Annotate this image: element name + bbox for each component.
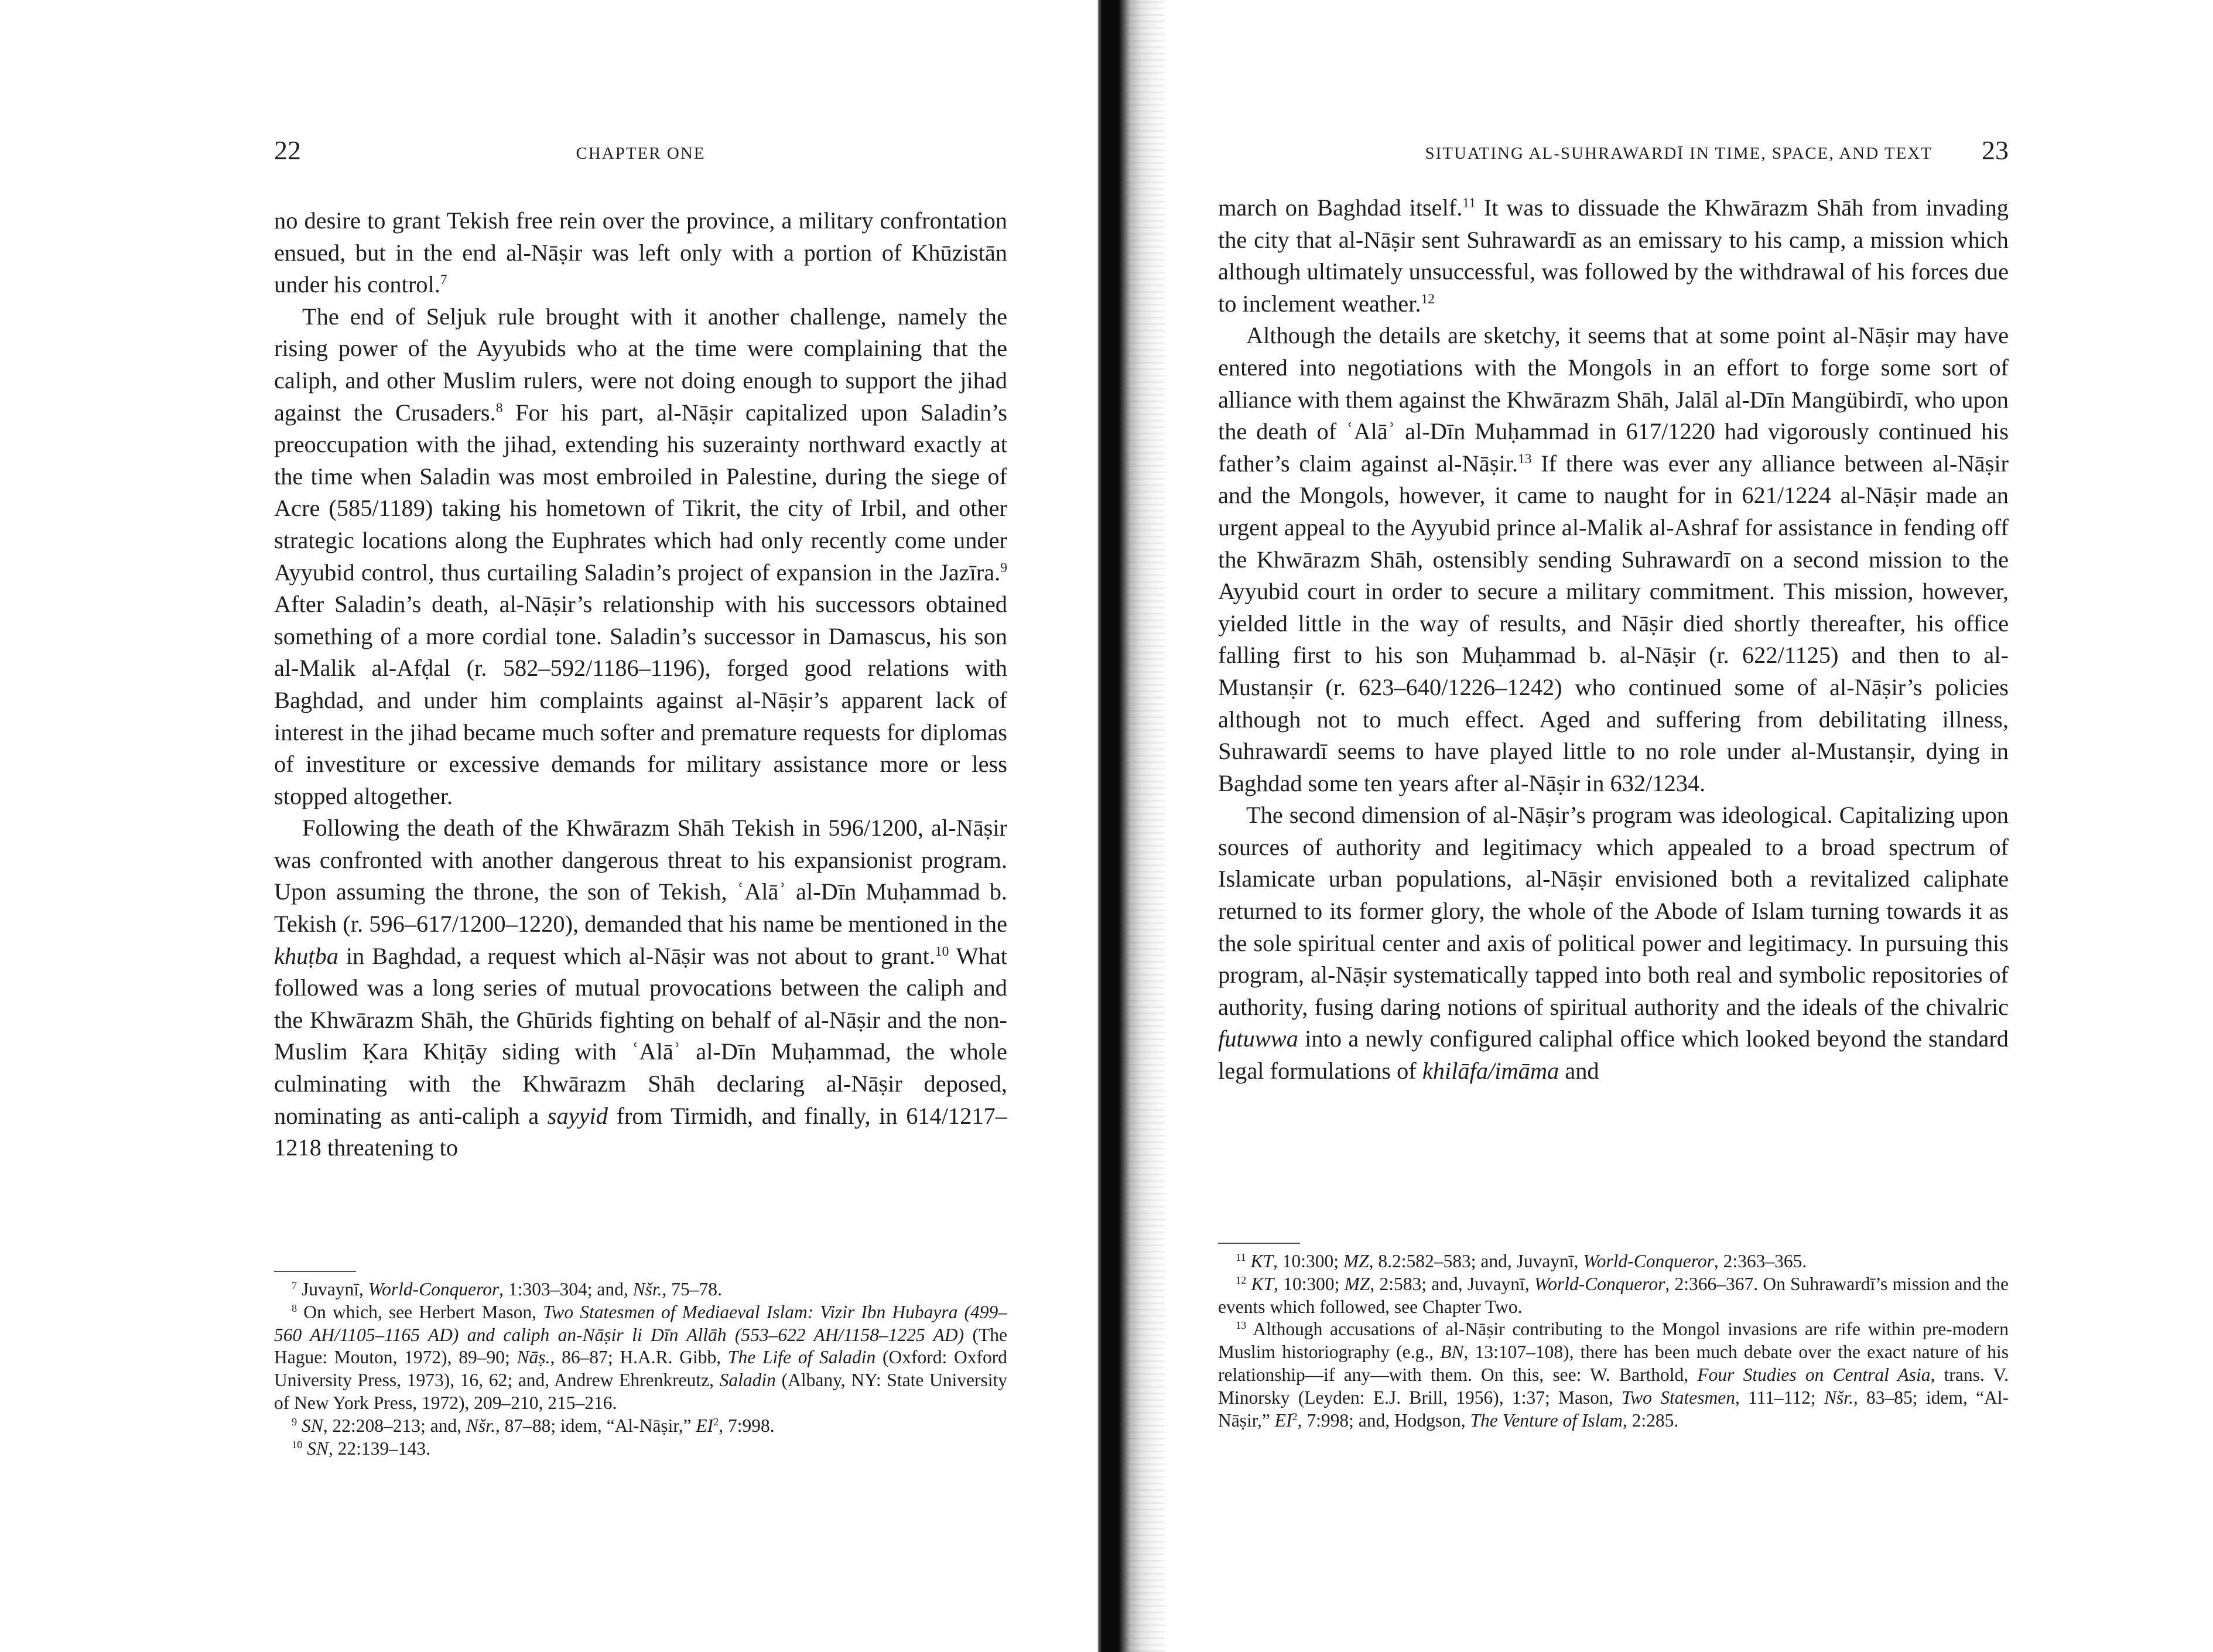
paragraph: march on Baghdad itself.$^{11}$ It was to dissuade the Khwārazm Shāh from invading the city that al-Nāṣir sent Suhrawardī as an emissary to his camp, a mission which although ultimately unsuccessful, was followed by the withdrawal of his forces due to inclement weather.$^{12}$ (1218, 194, 2009, 317)
note-marker: 13 (1517, 451, 1532, 467)
italic-text: BN (1440, 1342, 1464, 1363)
italic-text: World-Conqueror (368, 1279, 500, 1299)
paragraph: no desire to grant Tekish free rein over the province, a military confrontation ensued, but in the end al-Nāṣir was left only with a portion of Khūzistān under his control.$^7$ (274, 207, 1007, 298)
note-marker: 9 (292, 1415, 297, 1428)
right-running-head (1218, 136, 2009, 183)
footnote-divider (274, 1271, 356, 1272)
footnote-divider (1218, 1243, 1300, 1244)
gutter-shadow (1127, 0, 1165, 1652)
note-marker: 2 (713, 1415, 719, 1428)
italic-text: EI (1274, 1410, 1292, 1431)
note-marker: 8 (292, 1302, 297, 1314)
paragraph: Following the death of the Khwārazm Shāh Tekish in 596/1200, al-Nāṣir was confronted with another dangerous threat to his expansionist program. Upon assuming the throne, the son of Tekish, ʿAlāʾ al-Dīn Muḥammad b. Tekish (r. 596–617/1200–1220), demanded that his name be mentioned in the khuṭba in Baghdad, a request which al-Nāṣir was not about to grant.$^{10}$ What followed was a long series of mutual provocations between the caliph and the Khwārazm Shāh, the Ghūrids fighting on behalf of al-Nāṣir and the non-Muslim Ḳara Khiṭāy siding with ʿAlāʾ al-Dīn Muḥammad, the whole culminating with the Khwārazm Shāh declaring al-Nāṣir deposed, nominating as anti-caliph a sayyid from Tirmidh, and finally, in 614/1217–1218 threatening to (274, 815, 1007, 1161)
note-marker: 7 (292, 1280, 297, 1292)
paragraph: The end of Seljuk rule brought with it another challenge, namely the rising power of the Ayyubids who at the time were complaining that the caliph, and other Muslim rulers, were not doing enough to support the jihad against the Crusaders.$^8$ For his part, al-Nāṣir capitalized upon Saladin’s preoccupation with the jihad, extending his suzerainty northward exactly at the time when Saladin was most embroiled in Palestine, during the siege of Acre (585/1189) taking his hometown of Tikrit, the city of Irbil, and other strategic locations along the Euphrates which had only recently come under Ayyubid control, thus curtailing Saladin’s project of expansion in the Jazīra.$^9$ After Saladin’s death, al-Nāṣir’s relationship with his successors obtained something of a more cordial tone. Saladin’s successor in Damascus, his son al-Malik al-Afḍal (r. 582–592/1186–1196), forged good relations with Baghdad, and under him complaints against al-Nāṣir’s apparent lack of interest in the jihad became much softer and premature requests for diplomas of investiture or excessive demands for military assistance more or less stopped altogether. (274, 303, 1007, 809)
italic-text: futuwwa (1218, 1025, 1298, 1052)
left-page-number: 22 (274, 135, 301, 165)
note-marker: 10 (292, 1438, 303, 1451)
italic-text: khilāfa/imāma (1422, 1058, 1559, 1085)
footnote: $^{13}$ Although accusations of al-Nāṣir contributing to the Mongol invasions are rife within pre-modern Muslim historiography (e.g., BN, 13:107–108), there has been much debate over the exact nature of his relationship—if any—with them. On this, see: W. Barthold, Four Studies on Central Asia, trans. V. Minorsky (Leyden: E.J. Brill, 1956), 1:37; Mason, Two Statesmen, 111–112; Nšr., 83–85; idem, “Al-Nāṣir,” $EI^2$, 7:998; and, Hodgson, The Venture of Islam, 2:285. (1218, 1319, 2009, 1431)
note-marker: 12 (1421, 291, 1435, 307)
italic-text: Two Statesmen of Mediaeval Islam: Vizir Ibn Hubayra (499–560 AH/1105–1165 AD) and caliph an-Nāṣir li Dīn Allāh (553–622 AH/1158–1225 AD) (274, 1301, 1008, 1345)
italic-text: World-Conqueror (1534, 1273, 1665, 1294)
right-page-number: 23 (1982, 135, 2009, 165)
footnote: $^{12}$ KT, 10:300; MZ, 2:583; and, Juvaynī, World-Conqueror, 2:366–367. On Suhrawardī’s mission and the events which followed, see Chapter Two. (1218, 1273, 2009, 1317)
right-body-text (1218, 192, 2009, 1087)
note-marker: 11 (1236, 1251, 1246, 1264)
right-page (1165, 0, 2213, 1652)
italic-text: Nšr. (466, 1415, 495, 1436)
italic-text: Saladin (719, 1370, 776, 1391)
left-body-text (274, 205, 1007, 1164)
note-marker: 2 (1292, 1410, 1298, 1422)
right-section-title: SITUATING AL-SUHRAWARDĪ IN TIME, SPACE, AND TEXT (1425, 144, 1932, 163)
italic-text: KT (1251, 1273, 1274, 1294)
left-running-head (274, 136, 1007, 183)
italic-text: Two Statesmen (1621, 1387, 1735, 1408)
footnote: $^{11}$ KT, 10:300; MZ, 8.2:582–583; and, Juvaynī, World-Conqueror, 2:363–365. (1236, 1251, 1807, 1271)
italic-text: Nāṣ. (517, 1347, 550, 1368)
note-marker: 7 (440, 272, 447, 288)
note-marker: 9 (1000, 560, 1007, 576)
italic-text: MZ (1344, 1273, 1370, 1294)
italic-text: sayyid (547, 1102, 608, 1129)
italic-text: SN (302, 1415, 323, 1436)
footnote: $^{10}$ SN, 22:139–143. (292, 1438, 431, 1459)
italic-text: The Venture of Islam (1470, 1410, 1623, 1431)
note-marker: 8 (495, 400, 503, 416)
note-marker: 11 (1462, 195, 1476, 211)
italic-text: KT (1250, 1251, 1273, 1271)
footnote: $^8$ On which, see Herbert Mason, Two Statesmen of Mediaeval Islam: Vizir Ibn Hubayra (499–560 AH/1105–1165 AD) and caliph an-Nāṣir li Dīn Allāh (553–622 AH/1158–1225 AD) (The Hague: Mouton, 1972), 89–90; Nāṣ., 86–87; H.A.R. Gibb, The Life of Saladin (Oxford: Oxford University Press, 1973), 16, 62; and, Andrew Ehrenkreutz, Saladin (Albany, NY: State University of New York Press, 1972), 209–210, 215–216. (274, 1301, 1008, 1413)
italic-text: EI (696, 1415, 714, 1436)
note-marker: 13 (1236, 1319, 1247, 1332)
italic-text: Four Studies on Central Asia (1697, 1364, 1931, 1385)
left-chapter-title: CHAPTER ONE (576, 144, 706, 163)
italic-text: Nšr. (632, 1279, 662, 1299)
left-footnotes (274, 1278, 1007, 1460)
italic-text: SN (307, 1438, 329, 1459)
italic-text: Nšr. (1824, 1387, 1853, 1408)
note-marker: 10 (935, 943, 949, 959)
left-page (0, 0, 1095, 1652)
italic-text: World-Conqueror (1583, 1251, 1714, 1271)
italic-text: khuṭba (274, 942, 338, 969)
right-footnotes (1218, 1250, 2009, 1432)
footnote: $^9$ SN, 22:208–213; and, Nšr., 87–88; idem, “Al-Nāṣir,” $EI^2$, 7:998. (292, 1415, 775, 1436)
paragraph: The second dimension of al-Nāṣir’s program was ideological. Capitalizing upon sources of authority and legitimacy which appealed to a broad spectrum of Islamicate urban populations, al-Nāṣir envisioned both a revitalized caliphate returned to its former glory, the whole of the Abode of Islam turning towards it as the sole spiritual center and axis of political power and legitimacy. In pursuing this program, al-Nāṣir systematically tapped into both real and symbolic repositories of authority, fusing daring notions of spiritual authority and the ideals of the chivalric futuwwa into a newly configured caliphal office which looked beyond the standard legal formulations of khilāfa/imāma and (1218, 802, 2009, 1085)
italic-text: MZ (1343, 1251, 1369, 1271)
paragraph: Although the details are sketchy, it seems that at some point al-Nāṣir may have entered into negotiations with the Mongols in an effort to forge some sort of alliance with them against the Khwārazm Shāh, Jalāl al-Dīn Mangübirdī, who upon the death of ʿAlāʾ al-Dīn Muḥammad in 617/1220 had vigorously continued his father’s claim against al-Nāṣir.$^{13}$ If there was ever any alliance between al-Nāṣir and the Mongols, however, it came to naught for in 621/1224 al-Nāṣir made an urgent appeal to the Ayyubid prince al-Malik al-Ashraf for assistance in fending off the Khwārazm Shāh, ostensibly sending Suhrawardī on a second mission to the Ayyubid court in order to secure a military commitment. This mission, however, yielded little in the way of results, and Nāṣir died shortly thereafter, his office falling first to his son Muḥammad b. al-Nāṣir (r. 622/1125) and then to al-Mustanṣir (r. 623–640/1226–1242) who continued some of al-Nāṣir’s policies although not to much effect. Aged and suffering from debilitating illness, Suhrawardī seems to have played little to no role under al-Mustanṣir, dying in Baghdad some ten years after al-Nāṣir in 632/1234. (1218, 322, 2009, 796)
footnote: $^7$ Juvaynī, World-Conqueror, 1:303–304; and, Nšr., 75–78. (292, 1279, 722, 1299)
note-marker: 12 (1236, 1274, 1247, 1286)
italic-text: The Life of Saladin (727, 1347, 876, 1368)
